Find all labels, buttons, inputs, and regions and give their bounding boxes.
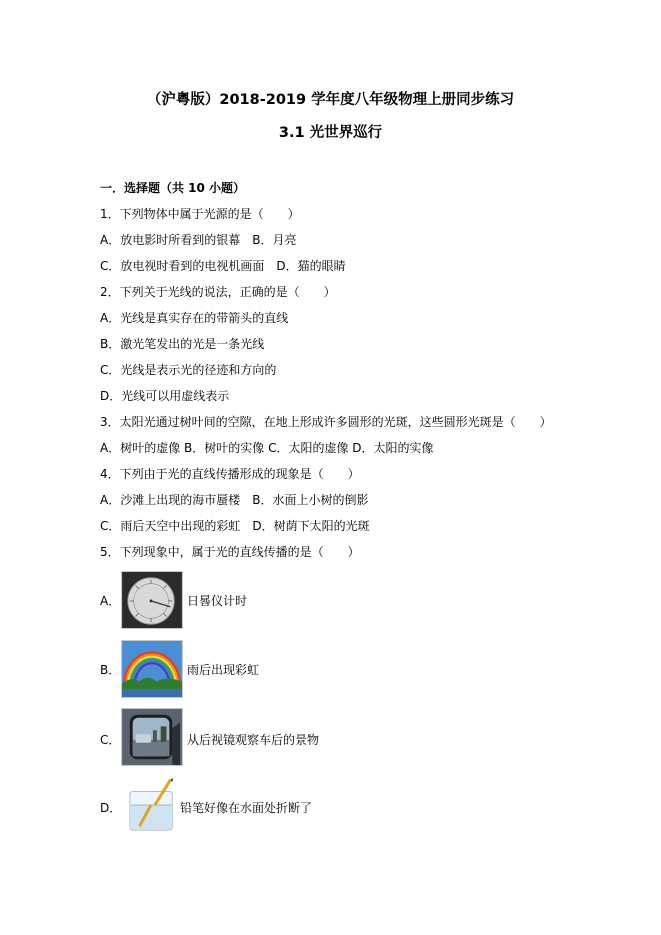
question-5-option-d-label: D． xyxy=(100,801,122,815)
question-3-options: A．树叶的虚像 B．树叶的实像 C．太阳的虚像 D．太阳的实像 xyxy=(100,441,434,455)
question-4-option-ab: A．沙滩上出现的海市蜃楼 B．水面上小树的倒影 xyxy=(100,493,369,507)
sundial-image xyxy=(121,571,183,629)
question-1-option-cd: C．放电视时看到的电视机画面 D．猫的眼睛 xyxy=(100,259,346,273)
question-5-option-b-caption: 雨后出现彩虹 xyxy=(187,663,260,677)
question-4-option-cd: C．雨后天空中出现的彩虹 D．树荫下太阳的光斑 xyxy=(100,519,370,533)
question-2-stem: 2．下列关于光线的说法，正确的是（ ） xyxy=(100,285,336,299)
question-1-stem: 1．下列物体中属于光源的是（ ） xyxy=(100,207,300,221)
question-3-stem: 3．太阳光通过树叶间的空隙，在地上形成许多圆形的光斑，这些圆形光斑是（ ） xyxy=(100,415,552,429)
pencil-in-water-image xyxy=(121,777,183,835)
question-2-option-b: B．激光笔发出的光是一条光线 xyxy=(100,337,265,351)
section-heading: 一．选择题（共 10 小题） xyxy=(100,181,246,195)
question-5-option-b-label: B． xyxy=(100,663,121,677)
question-5-option-c-label: C． xyxy=(100,733,121,747)
question-2-option-c: C．光线是表示光的径迹和方向的 xyxy=(100,363,277,377)
document-subtitle: 3.1 光世界巡行 xyxy=(278,125,383,141)
question-5-option-a-label: A． xyxy=(100,594,121,608)
rainbow-image xyxy=(121,640,183,698)
question-5-stem: 5．下列现象中，属于光的直线传播的是（ ） xyxy=(100,545,360,559)
rearview-mirror-image xyxy=(121,708,183,766)
question-5-option-c-caption: 从后视镜观察车后的景物 xyxy=(187,733,320,747)
question-4-stem: 4．下列由于光的直线传播形成的现象是（ ） xyxy=(100,467,360,481)
question-5-option-a-caption: 日晷仪计时 xyxy=(187,594,248,608)
question-2-option-a: A．光线是真实存在的带箭头的直线 xyxy=(100,311,289,325)
question-5-option-d-caption: 铅笔好像在水面处折断了 xyxy=(180,801,313,815)
document-title: （沪粤版）2018-2019 学年度八年级物理上册同步练习 xyxy=(146,92,515,108)
question-2-option-d: D．光线可以用虚线表示 xyxy=(100,389,230,403)
question-1-option-ab: A．放电影时所看到的银幕 B．月亮 xyxy=(100,233,297,247)
